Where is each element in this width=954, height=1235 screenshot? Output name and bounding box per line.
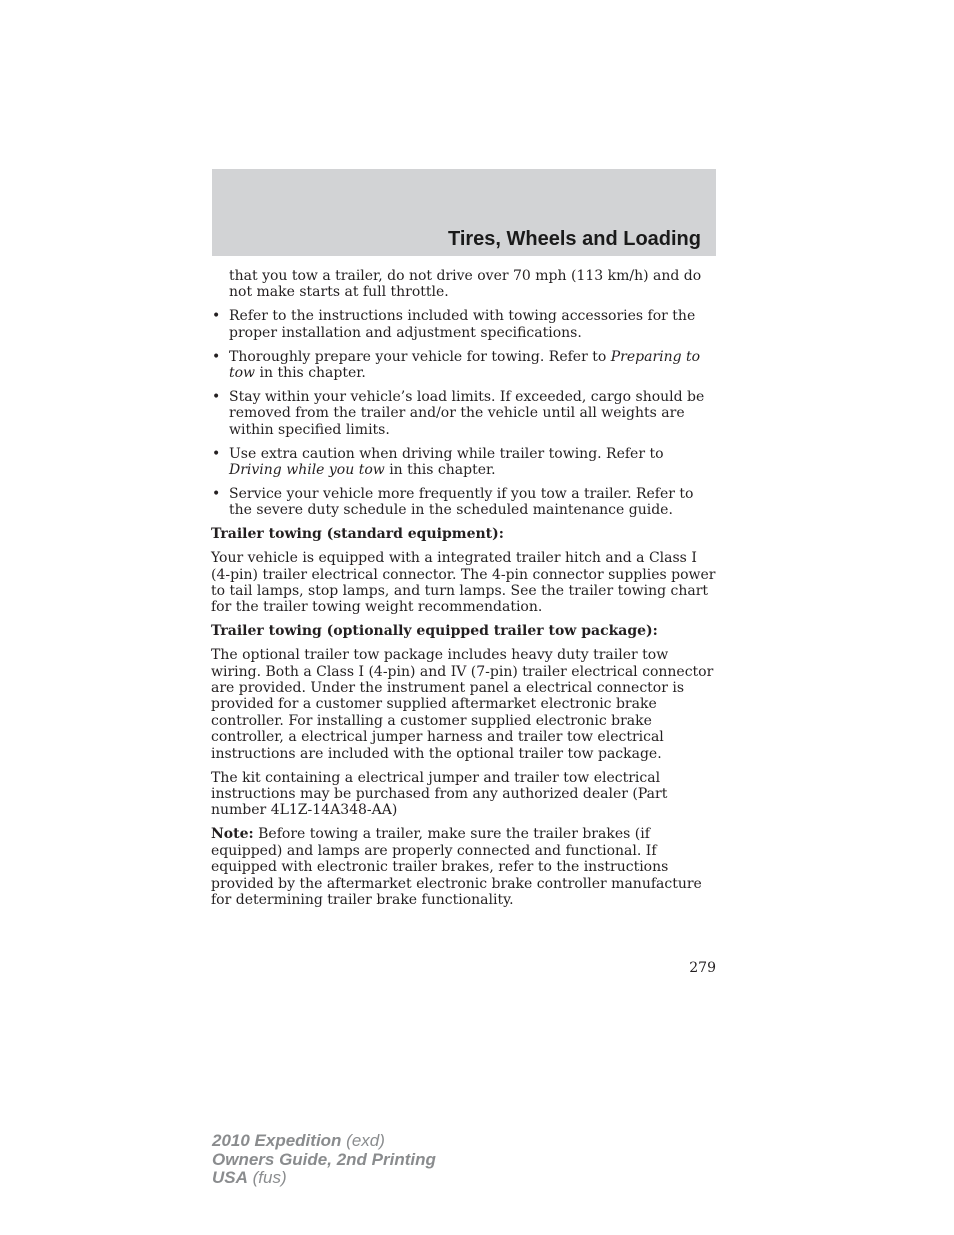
footer-line — [212, 1169, 436, 1188]
footer-market-code: (fus) — [247, 1168, 287, 1187]
bullet-item — [211, 486, 717, 519]
subsection-heading: Trailer towing (standard equipment): — [211, 526, 504, 543]
document-footer — [212, 1132, 436, 1188]
bullet-item — [211, 308, 717, 341]
cross-reference: Driving while you tow — [229, 462, 385, 479]
footer-line — [212, 1151, 436, 1170]
bullet-item — [211, 446, 717, 479]
bullet-text: Service your vehicle more frequently if you tow a trailer. Refer to the severe duty schedule in the scheduled maintenance guide. — [229, 485, 694, 519]
note-label: Note: — [211, 826, 254, 843]
bullet-item — [211, 349, 717, 382]
section-title: Tires, Wheels and Loading — [447, 228, 701, 250]
footer-model: 2010 Expedition — [212, 1131, 342, 1150]
footer-line — [212, 1132, 436, 1151]
page-number: 279 — [689, 960, 716, 976]
bullet-dot-icon: • — [212, 348, 221, 365]
footer-market: USA — [212, 1168, 248, 1187]
intro-continuation: that you tow a trailer, do not drive over 70 mph (113 km/h) and do not make starts at full throttle. — [229, 268, 702, 301]
section-header-band — [212, 169, 716, 256]
bullet-item — [211, 389, 717, 438]
footer-model-code: (exd) — [341, 1131, 385, 1150]
paragraph: Your vehicle is equipped with a integrated trailer hitch and a Class I (4-pin) trailer electrical connector. The 4-pin connector supplies power to tail lamps, stop lamps, and turn lamps. See the trailer towing chart for the trailer towing weight recommendation. — [211, 550, 716, 616]
subsection-heading: Trailer towing (optionally equipped trailer tow package): — [211, 623, 658, 640]
bullet-text-tail: in this chapter. — [384, 462, 496, 479]
bullet-text: Thoroughly prepare your vehicle for towing. Refer to — [229, 348, 611, 365]
paragraph: The optional trailer tow package includes heavy duty trailer tow wiring. Both a Class I (4-pin) and IV (7-pin) trailer electrical connector are provided. Under the instrument panel a electrical connector is provided for a customer supplied aftermarket electronic brake controller. For installing a customer supplied electronic brake controller, a electrical jumper harness and trailer tow electrical instructions are included with the optional trailer tow package. — [211, 647, 714, 762]
note-text: Before towing a trailer, make sure the trailer brakes (if equipped) and lamps are properly connected and functional. If equipped with electronic trailer brakes, refer to the instructions provided by the aftermarket electronic brake controller manufacture for determining trailer brake functionality. — [211, 826, 702, 908]
bullet-dot-icon: • — [212, 445, 221, 462]
note-paragraph — [211, 826, 717, 908]
bullet-text-tail: in this chapter. — [255, 365, 366, 382]
bullet-dot-icon: • — [212, 485, 221, 502]
bullet-dot-icon: • — [212, 308, 221, 325]
bullet-text: Stay within your vehicle’s load limits. If exceeded, cargo should be removed from the trailer and/or the vehicle until all weights are within specified limits. — [229, 388, 705, 438]
bullet-text: Use extra caution when driving while trailer towing. Refer to — [229, 445, 664, 462]
bullet-text: Refer to the instructions included with towing accessories for the proper installation and adjustment specifications. — [229, 308, 696, 341]
cross-reference: Preparing to tow — [229, 348, 701, 382]
paragraph: The kit containing a electrical jumper and trailer tow electrical instructions may be purchased from any authorized dealer (Part number 4L1Z-14A348-AA) — [211, 769, 668, 819]
footer-guide: Owners Guide, 2nd Printing — [212, 1149, 436, 1169]
bullet-dot-icon: • — [212, 388, 221, 405]
page-body — [211, 268, 717, 916]
